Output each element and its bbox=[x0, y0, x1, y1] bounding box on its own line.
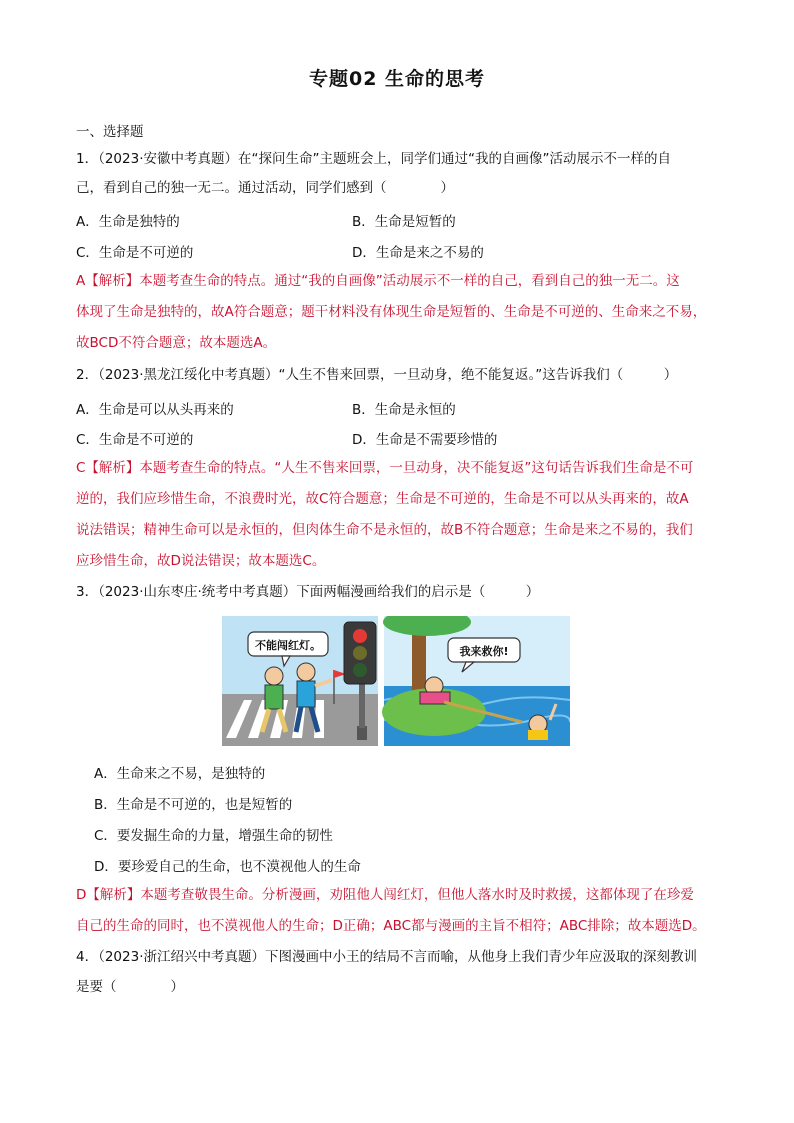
q2-analysis-line4: 应珍惜生命，故D说法错误；故本题选C。 bbox=[76, 553, 326, 569]
q1-analysis-line3: 故BCD不符合题意；故本题选A。 bbox=[76, 335, 277, 351]
q2-option-b: B．生命是永恒的 bbox=[352, 402, 456, 418]
q2-option-c: C．生命是不可逆的 bbox=[76, 432, 194, 448]
comic-right-speech: 我来救你! bbox=[459, 645, 509, 658]
q3-option-a: A．生命来之不易，是独特的 bbox=[94, 766, 266, 782]
q4-stem-line2: 是要（ ） bbox=[76, 979, 184, 995]
q1-stem-line1: 1．（2023·安徽中考真题）在“探问生命”主题班会上，同学们通过“我的自画像”活动展示不一样的自 bbox=[76, 151, 671, 167]
q2-option-a: A．生命是可以从头再来的 bbox=[76, 402, 234, 418]
q3-comics bbox=[222, 616, 570, 746]
q3-analysis-line2: 自己的生命的同时，也不漠视他人的生命；D正确；ABC都与漫画的主旨不相符；ABC排除；故本题选D。 bbox=[76, 918, 706, 934]
q2-analysis-line1: C【解析】本题考查生命的特点。“人生不售来回票，一旦动身，决不能复返”这句话告诉我们生命是不可 bbox=[76, 460, 694, 476]
q2-stem-line1: 2．（2023·黑龙江绥化中考真题）“人生不售来回票，一旦动身，绝不能复返。”这告诉我们（ ） bbox=[76, 367, 678, 383]
comic-right-panel bbox=[382, 616, 570, 746]
comic-left-panel bbox=[222, 616, 378, 746]
q2-option-d: D．生命是不需要珍惜的 bbox=[352, 432, 498, 448]
section-heading: 一、选择题 bbox=[76, 124, 144, 140]
q3-stem-line1: 3．（2023·山东枣庄·统考中考真题）下面两幅漫画给我们的启示是（ ） bbox=[76, 584, 540, 600]
q3-option-d: D．要珍爱自己的生命，也不漠视他人的生命 bbox=[94, 859, 361, 875]
q3-option-c: C．要发掘生命的力量，增强生命的韧性 bbox=[94, 828, 333, 844]
q3-option-b: B．生命是不可逆的，也是短暂的 bbox=[94, 797, 293, 813]
q1-analysis-line1: A【解析】本题考查生命的特点。通过“我的自画像”活动展示不一样的自己，看到自己的独一无二。这 bbox=[76, 273, 680, 289]
comic-left-speech: 不能闯红灯。 bbox=[255, 639, 321, 652]
q2-analysis-line3: 说法错误；精神生命可以是永恒的，但肉体生命不是永恒的，故B不符合题意；生命是来之不易的，我们 bbox=[76, 522, 693, 538]
q1-option-c: C．生命是不可逆的 bbox=[76, 245, 194, 261]
q3-analysis-line1: D【解析】本题考查敬畏生命。分析漫画，劝阻他人闯红灯，但他人落水时及时救援，这都体现了在珍爱 bbox=[76, 887, 694, 903]
q1-stem-line2: 己，看到自己的独一无二。通过活动，同学们感到（ ） bbox=[76, 180, 454, 196]
q2-analysis-line2: 逆的，我们应珍惜生命，不浪费时光，故C符合题意；生命是不可逆的，生命是不可以从头再来的，故A bbox=[76, 491, 689, 507]
q1-option-b: B．生命是短暂的 bbox=[352, 214, 456, 230]
q1-analysis-line2: 体现了生命是独特的，故A符合题意；题干材料没有体现生命是短暂的、生命是不可逆的、生命来之不易， bbox=[76, 304, 707, 320]
q1-option-a: A．生命是独特的 bbox=[76, 214, 180, 230]
q4-stem-line1: 4．（2023·浙江绍兴中考真题）下图漫画中小王的结局不言而喻，从他身上我们青少年应汲取的深刻教训 bbox=[76, 949, 697, 965]
q1-option-d: D．生命是来之不易的 bbox=[352, 245, 484, 261]
page-title: 专题02 生命的思考 bbox=[308, 68, 486, 90]
